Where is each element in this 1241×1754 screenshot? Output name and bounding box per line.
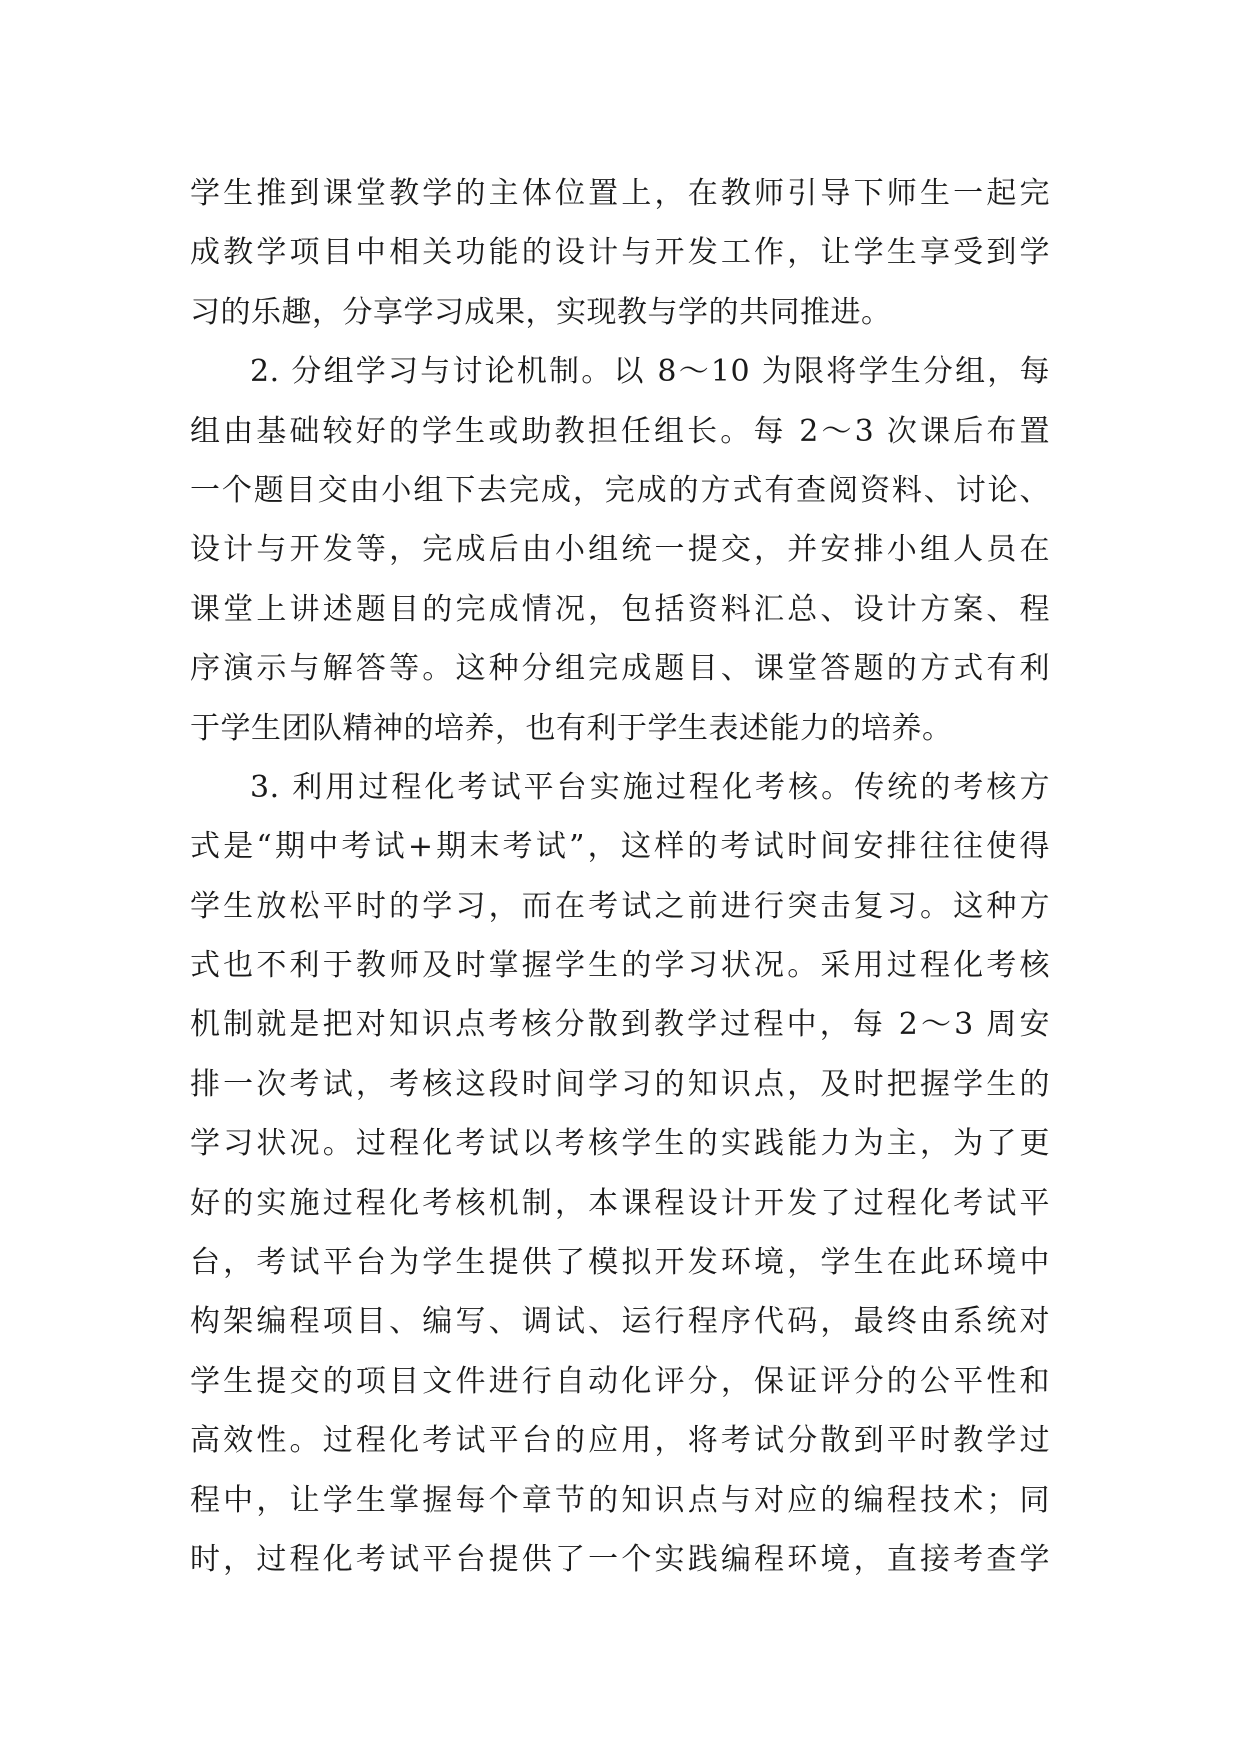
text-line: 学习状况。过程化考试以考核学生的实践能力为主，为了更 bbox=[190, 1126, 1050, 1162]
text-line: 3. 利用过程化考试平台实施过程化考核。传统的考核方 bbox=[250, 769, 1050, 805]
text-line: 组由基础较好的学生或助教担任组长。每 2～3 次课后布置 bbox=[190, 413, 1050, 449]
text-line: 课堂上讲述题目的完成情况，包括资料汇总、设计方案、程 bbox=[190, 591, 1050, 627]
text-line: 于学生团队精神的培养，也有利于学生表述能力的培养。 bbox=[190, 710, 953, 746]
text-line: 学生推到课堂教学的主体位置上，在教师引导下师生一起完 bbox=[190, 176, 1050, 211]
text-line: 序演示与解答等。这种分组完成题目、课堂答题的方式有利 bbox=[190, 651, 1050, 687]
text-line: 2. 分组学习与讨论机制。以 8～10 为限将学生分组，每 bbox=[250, 354, 1050, 390]
text-line: 式也不利于教师及时掌握学生的学习状况。采用过程化考核 bbox=[190, 948, 1050, 984]
text-line: 设计与开发等，完成后由小组统一提交，并安排小组人员在 bbox=[190, 532, 1050, 568]
text-line: 学生放松平时的学习，而在考试之前进行突击复习。这种方 bbox=[190, 888, 1050, 924]
text-line: 时，过程化考试平台提供了一个实践编程环境，直接考查学 bbox=[190, 1541, 1050, 1577]
text-line: 程中，让学生掌握每个章节的知识点与对应的编程技术；同 bbox=[190, 1482, 1050, 1518]
text-line: 成教学项目中相关功能的设计与开发工作，让学生享受到学 bbox=[190, 235, 1050, 271]
text-line: 一个题目交由小组下去完成，完成的方式有查阅资料、讨论、 bbox=[190, 472, 1050, 508]
text-line: 习的乐趣，分享学习成果，实现教与学的共同推进。 bbox=[190, 294, 892, 330]
text-line: 机制就是把对知识点考核分散到教学过程中，每 2～3 周安 bbox=[190, 1007, 1050, 1043]
body-text bbox=[190, 164, 1050, 1589]
text-line: 排一次考试，考核这段时间学习的知识点，及时把握学生的 bbox=[190, 1066, 1050, 1102]
text-line: 学生提交的项目文件进行自动化评分，保证评分的公平性和 bbox=[190, 1363, 1050, 1399]
text-line: 式是“期中考试+期末考试”，这样的考试时间安排往往使得 bbox=[190, 829, 1050, 865]
text-line: 构架编程项目、编写、调试、运行程序代码，最终由系统对 bbox=[190, 1304, 1050, 1340]
text-line: 台，考试平台为学生提供了模拟开发环境，学生在此环境中 bbox=[190, 1245, 1050, 1281]
text-line: 好的实施过程化考核机制，本课程设计开发了过程化考试平 bbox=[190, 1185, 1050, 1221]
text-line: 高效性。过程化考试平台的应用，将考试分散到平时教学过 bbox=[190, 1423, 1050, 1459]
